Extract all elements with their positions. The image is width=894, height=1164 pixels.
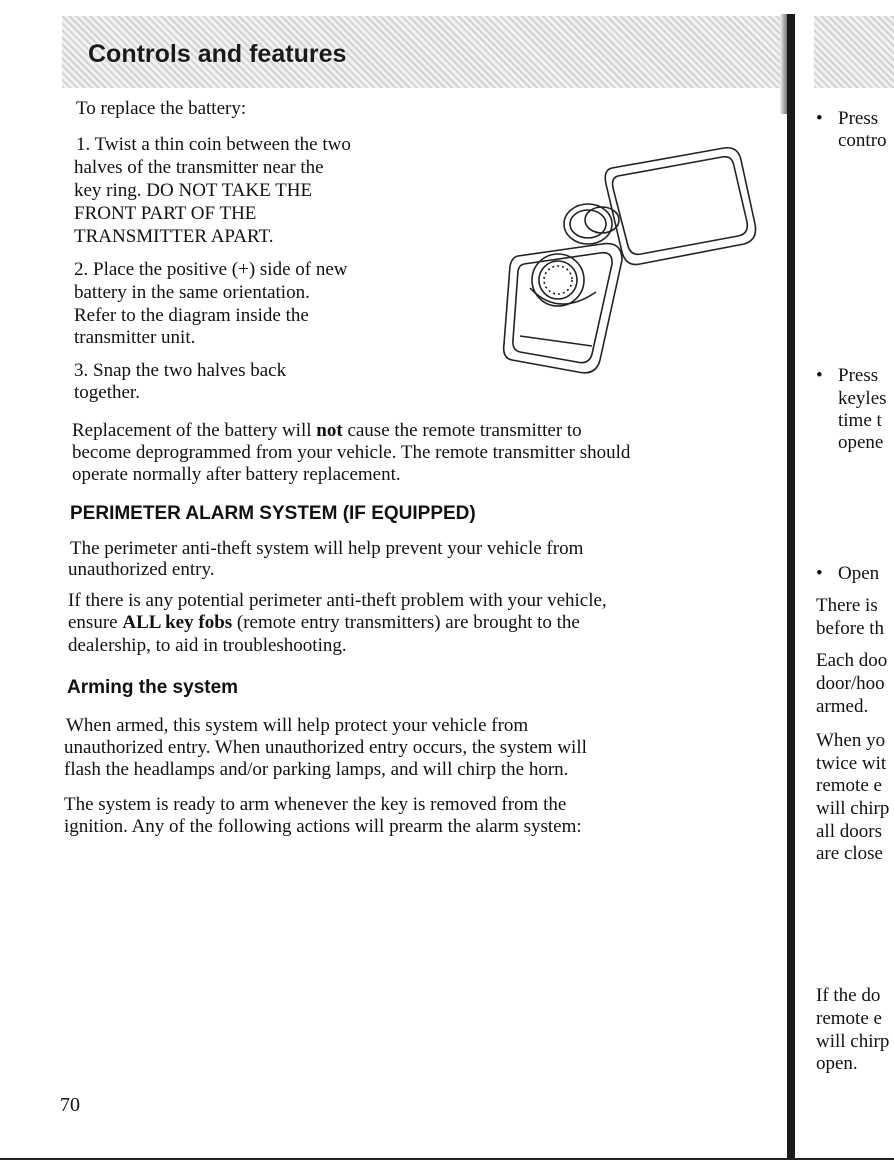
step-3-line: 3. Snap the two halves back xyxy=(74,360,287,381)
facing-line: door/hoo xyxy=(816,673,885,694)
binding-shadow xyxy=(780,14,787,114)
step-2-line: battery in the same orientation. xyxy=(74,282,310,303)
facing-line: will chirp xyxy=(816,1031,890,1052)
replacement-line: Replacement of the battery will not cause the remote transmitter to xyxy=(72,420,582,441)
facing-line: are close xyxy=(816,843,883,864)
facing-line: Each doo xyxy=(816,650,888,671)
facing-line: will chirp xyxy=(816,798,890,819)
page-bottom-edge xyxy=(0,1158,894,1160)
step-2-line: Refer to the diagram inside the xyxy=(74,305,309,326)
facing-page-header-band xyxy=(814,16,894,88)
facing-line: all doors xyxy=(816,821,882,842)
page-gutter xyxy=(787,14,795,1160)
facing-bullet-line: • Open xyxy=(816,563,880,584)
arming-heading: Arming the system xyxy=(67,677,239,698)
step-1-line: TRANSMITTER APART. xyxy=(74,226,274,247)
facing-line: contro xyxy=(838,130,887,151)
arming-line: ignition. Any of the following actions will prearm the alarm system: xyxy=(64,816,582,837)
arming-line: The system is ready to arm whenever the key is removed from the xyxy=(64,794,567,815)
facing-line: If the do xyxy=(816,985,881,1006)
facing-line: time t xyxy=(838,410,882,431)
battery-intro: To replace the battery: xyxy=(76,98,247,119)
perimeter-line: ensure ALL key fobs (remote entry transmitters) are brought to the xyxy=(68,612,580,633)
perimeter-line: dealership, to aid in troubleshooting. xyxy=(68,635,347,656)
key-fob-transmitter-illustration xyxy=(500,140,765,380)
perimeter-line: The perimeter anti-theft system will help prevent your vehicle from xyxy=(70,538,584,559)
facing-line: before th xyxy=(816,618,885,639)
replacement-line: become deprogrammed from your vehicle. The remote transmitter should xyxy=(72,442,631,463)
facing-line: remote e xyxy=(816,775,882,796)
perimeter-line: unauthorized entry. xyxy=(68,559,215,580)
arming-line: unauthorized entry. When unauthorized entry occurs, the system will xyxy=(64,737,587,758)
arming-line: When armed, this system will help protect your vehicle from xyxy=(66,715,529,736)
facing-bullet-line: • Press xyxy=(816,365,879,386)
page-header-band xyxy=(62,16,790,88)
page-header-title: Controls and features xyxy=(88,40,347,68)
page-number: 70 xyxy=(60,1094,80,1116)
facing-line: When yo xyxy=(816,730,886,751)
perimeter-line: If there is any potential perimeter anti-theft problem with your vehicle, xyxy=(68,590,607,611)
step-1-line: halves of the transmitter near the xyxy=(74,157,324,178)
perimeter-alarm-heading: PERIMETER ALARM SYSTEM (IF EQUIPPED) xyxy=(70,503,476,524)
facing-bullet-line: • Press xyxy=(816,108,879,129)
facing-line: keyles xyxy=(838,388,887,409)
facing-line: There is xyxy=(816,595,878,616)
step-2-line: transmitter unit. xyxy=(74,327,196,348)
facing-line: twice wit xyxy=(816,753,887,774)
step-1-line: 1. Twist a thin coin between the two xyxy=(76,134,351,155)
facing-line: open. xyxy=(816,1053,858,1074)
facing-line: remote e xyxy=(816,1008,882,1029)
step-2-line: 2. Place the positive (+) side of new xyxy=(74,259,348,280)
facing-line: armed. xyxy=(816,696,869,717)
facing-line: opene xyxy=(838,432,884,453)
arming-line: flash the headlamps and/or parking lamps, and will chirp the horn. xyxy=(64,759,569,780)
step-3-line: together. xyxy=(74,382,140,403)
step-1-line: key ring. DO NOT TAKE THE xyxy=(74,180,313,201)
replacement-line: operate normally after battery replacement. xyxy=(72,464,401,485)
step-1-line: FRONT PART OF THE xyxy=(74,203,257,224)
